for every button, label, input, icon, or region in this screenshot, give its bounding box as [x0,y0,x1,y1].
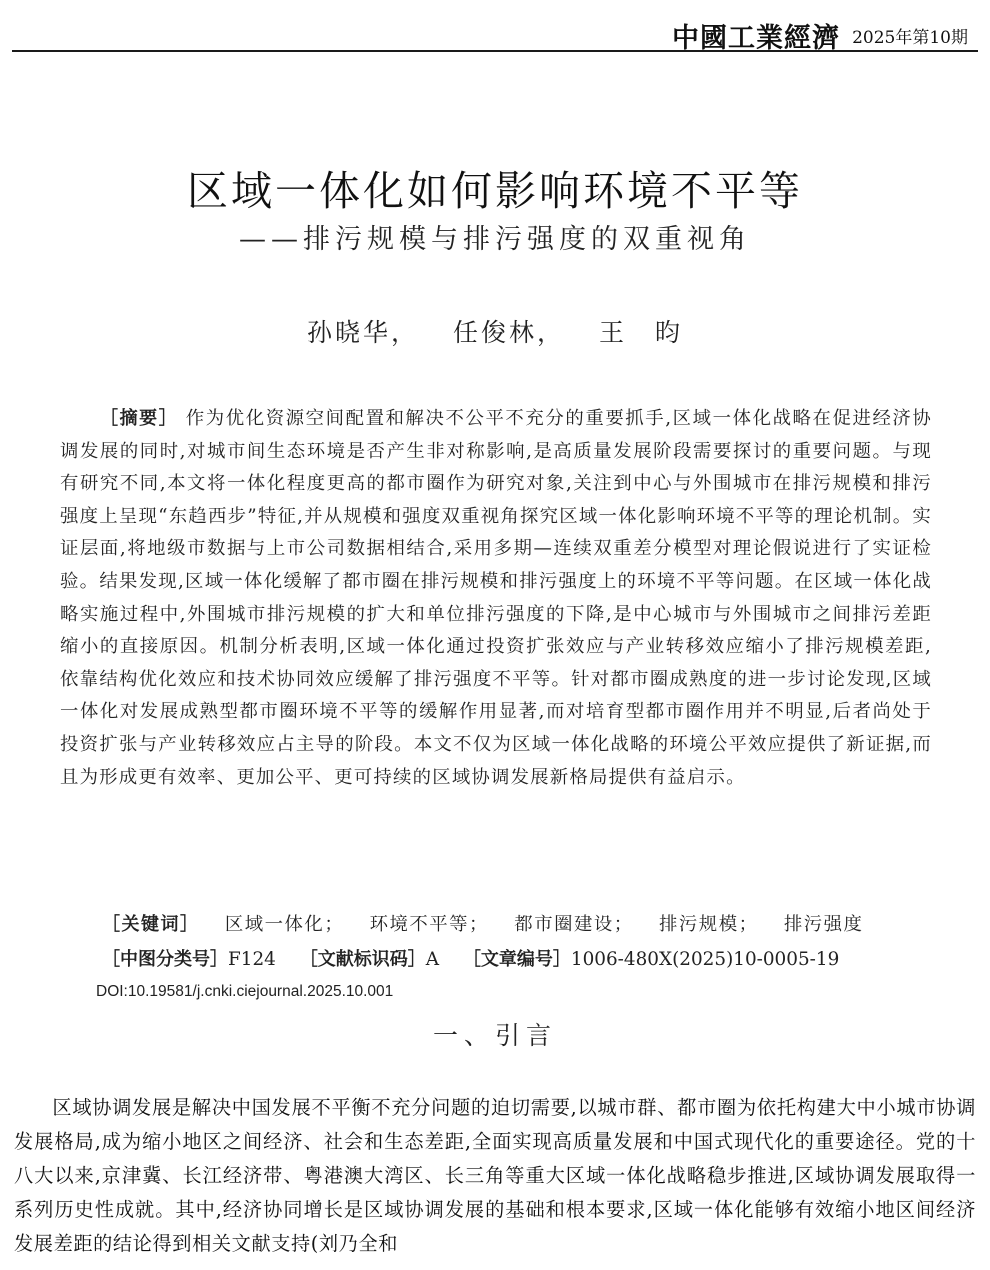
section-heading: 一、引言 [432,1021,557,1050]
keywords-label: ［关键词］ [102,914,200,935]
article-no-label: ［文章编号］ [462,949,571,970]
abstract-text: 作为优化资源空间配置和解决不公平不充分的重要抓手,区域一体化战略在促进经济协调发展的同时,对城市间生态环境是否产生非对称影响,是高质量发展阶段需要探讨的重要问题。与现有研究不同,本文将一体化程度更高的都市圈作为研究对象,关注到中心与外围城市在排污规模和排污强度上呈现“东趋西步”特征,并从规模和强度双重视角探究区域一体化影响环境不平等的理论机制。实证层面,将地级市数据与上市公司数据相结合,采用多期—连续双重差分模型对理论假说进行了实证检验。结果发现,区域一体化缓解了都市圈在排污规模和排污强度上的环境不平等问题。在区域一体化战略实施过程中,外围城市排污规模的扩大和单位排污强度的下降,是中心城市与外围城市之间排污差距缩小的直接原因。机制分析表明,区域一体化通过投资扩张效应与产业转移效应缩小了排污规模差距,依靠结构优化效应和技术协同效应缓解了排污强度不平等。针对都市圈成熟度的进一步讨论发现,区域一体化对发展成熟型都市圈环境不平等的缓解作用显著,而对培育型都市圈作用并不明显,后者尚处于投资扩张与产业转移效应占主导的阶段。本文不仅为区域一体化战略的环境公平效应提供了新证据,而且为形成更有效率、更加公平、更可持续的区域协调发展新格局提供有益启示。 [60,408,932,788]
article-no-value: 1006-480X(2025)10-0005-19 [570,949,840,970]
doc-code-label: ［文献标识码］ [299,949,426,970]
author-name: 王 昀 [599,318,684,347]
issue-number: 2025年第10期 [852,28,968,48]
doc-code-value: A [425,949,440,970]
author-name: 任俊林， [452,318,565,347]
keyword: 排污规模； [659,914,759,935]
keyword: 环境不平等； [369,914,489,935]
keyword: 排污强度 [783,914,864,935]
body-paragraph: 区域协调发展是解决中国发展不平衡不充分问题的迫切需要,以城市群、都市圈为依托构建大中小城市协调发展格局,成为缩小地区之间经济、社会和生态差距,全面实现高质量发展和中国式现代化的重要途径。党的十八大以来,京津冀、长江经济带、粤港澳大湾区、长三角等重大区域一体化战略稳步推进,区域协调发展取得一系列历史性成就。其中,经济协同增长是区域协调发展的基础和根本要求,区域一体化能够有效缩小地区间经济发展差距的结论得到相关文献支持(刘乃全和 [14,1096,976,1255]
author-list [0,313,990,349]
keyword: 区域一体化； [224,914,345,935]
keywords [102,910,952,936]
clc-value: F124 [228,949,276,970]
keyword: 都市圈建设； [514,914,634,935]
author-name: 孙晓华， [306,318,419,347]
abstract [60,403,932,794]
article-subtitle: ——排污规模与排污强度的双重视角 [239,224,751,255]
doi[interactable]: DOI:10.19581/j.cnki.ciejournal.2025.10.001 [96,983,394,1000]
article-title: 区域一体化如何影响环境不平等 [187,167,803,215]
journal-header [12,12,978,52]
abstract-label: ［摘要］ [100,408,179,429]
classification-line [102,945,952,971]
clc-label: ［中图分类号］ [102,949,228,970]
journal-name: 中國工業經濟 [672,23,840,54]
